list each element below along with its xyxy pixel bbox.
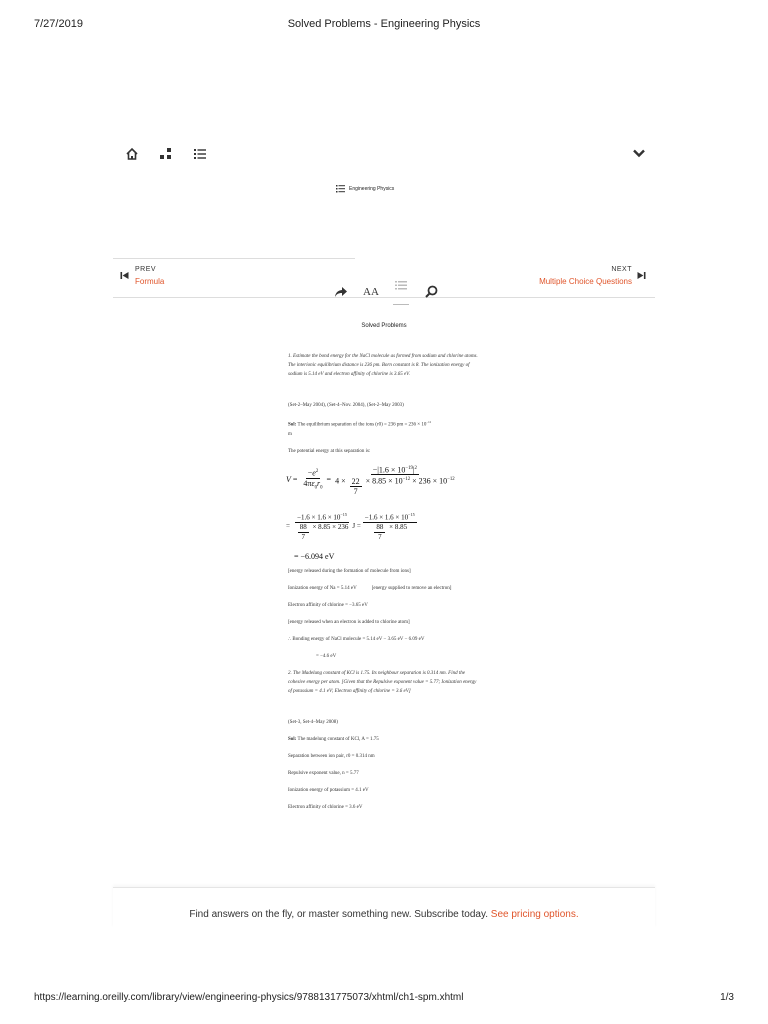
document-content <box>288 352 480 820</box>
prev-title[interactable]: Formula <box>135 277 165 286</box>
problem-2-solution <box>288 735 480 744</box>
print-title: Solved Problems - Engineering Physics <box>287 18 481 30</box>
note-ions: [energy released during the formation of molecule from ions] <box>288 569 411 575</box>
search-icon[interactable] <box>423 284 439 300</box>
table-of-contents-icon[interactable] <box>393 278 409 305</box>
promo-banner <box>113 887 655 928</box>
solution-exponent: −12 <box>426 420 432 424</box>
list-icon[interactable] <box>192 146 208 162</box>
next-label: NEXT <box>611 266 632 273</box>
book-title: Engineering Physics <box>349 186 395 192</box>
equation-line-1: V = $\frac{-e^2}{4\pi\varepsilon_0r_0}$ = $-|1.6 \times 10^{-19}|^2$ 4 × $\frac{22}{7}$ × $8.85 \times 10^{-12} \times 236 \times 10^{-12}$ <box>286 465 455 496</box>
ionization-energy-note: [energy supplied to remove an electron] <box>371 586 452 592</box>
print-url: https://learning.oreilly.com/library/view/engineering-physics/9788131775073/xhtml/ch1-spm.xhtml <box>34 992 464 1003</box>
problem-2-question: 2. The Madelung constant of KCl is 1.75. Its neighbour separation is 0.314 nm. Find the cohesive energy per atom. [Given that the Repulsive exponent value = 5.77; Ionization energy of potassium = 4.1 eV; Electron affinity of chlorine = 3.6 eV] <box>288 671 477 695</box>
skip-next-icon <box>637 271 646 280</box>
print-page-number: 1/3 <box>720 992 734 1003</box>
chevron-down-icon[interactable] <box>632 146 648 162</box>
prev-label: PREV <box>135 266 157 273</box>
font-size-button[interactable]: AA <box>363 285 379 298</box>
divider-top <box>113 258 355 259</box>
note-electron-added: [energy released when an electron is added to chlorine atom] <box>288 620 410 626</box>
solution-unit: m <box>288 431 292 437</box>
promo-text <box>0 909 768 920</box>
problem-2-source: (Set-3, Set-4–May 2008) <box>288 720 338 726</box>
home-icon[interactable] <box>124 146 140 162</box>
electron-affinity-line: Electron affinity of chlorine = 3.6 eV <box>288 805 363 811</box>
print-date: 7/27/2019 <box>34 18 83 30</box>
top-nav <box>124 146 208 162</box>
problem-1-solution <box>288 418 480 439</box>
bonding-energy-result: = −4.6 eV <box>316 654 337 660</box>
section-title: Solved Problems <box>361 323 407 329</box>
problem-1-question: 1. Estimate the bond energy for the NaCl molecule as formed from sodium and chlorine atoms. The interionic equilibrium distance is 236 pm. Born constant is 8. The ionization energy of sodium is 5.14 eV and electron affinity of chlorine is 3.65 eV. <box>288 354 478 377</box>
book-breadcrumb[interactable] <box>336 185 394 193</box>
pricing-link[interactable]: See pricing options. <box>490 909 579 920</box>
repulsive-exponent-line: Repulsive exponent value, n = 5.77 <box>288 771 359 777</box>
solution-2-label: Sol: <box>288 737 297 743</box>
bonding-energy-line: ∴ Bonding energy of NaCl molecule = 5.14 eV − 3.65 eV − 6.09 eV <box>288 637 425 643</box>
ionization-energy-na <box>288 584 480 593</box>
next-title[interactable]: Multiple Choice Questions <box>539 277 632 286</box>
widgets-icon[interactable] <box>158 146 174 162</box>
promo-message: Find answers on the fly, or master something new. Subscribe today. <box>189 909 489 920</box>
solution-label: Sol: <box>288 422 297 428</box>
ionization-potassium-line: Ionization energy of potassium = 4.1 eV <box>288 788 369 794</box>
potential-energy-line: The potential energy at this separation is: <box>288 448 371 454</box>
solution-2-text: The madelung constant of KCl, A = 1.75 <box>297 737 379 743</box>
solution-text: The equilibrium separation of the ions (r0) = 236 pm = 236 × 10 <box>297 422 427 428</box>
separation-line: Separation between ion pair, r0 = 0.314 nm <box>288 754 375 760</box>
reader-toolbar <box>333 278 439 305</box>
book-list-icon <box>336 185 345 193</box>
equation-result: = −6.094 eV <box>294 552 335 562</box>
share-icon[interactable] <box>333 284 349 300</box>
electron-affinity-cl: Electron affinity of chlorine = −3.65 eV <box>288 603 368 609</box>
problem-1-source: (Set-2–May 2004), (Set-4–Nov. 2004), (Set-2–May 2003) <box>288 403 404 408</box>
skip-previous-icon <box>120 271 129 280</box>
ionization-energy-line: Ionization energy of Na = 5.14 eV <box>288 586 357 592</box>
equation-line-2: = $-1.6 \times 1.6 \times 10^{-15}$ $\frac{88}{7}$ × 8.85 × 236 J = $-1.6 \times 1.6 \times 10^{-15}$ $\frac{88}{7}$ × 8.85 <box>286 511 415 542</box>
